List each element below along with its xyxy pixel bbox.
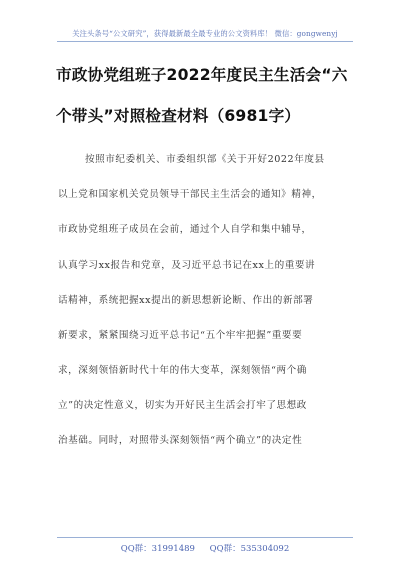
paragraph-line: 新要求，紧紧围绕习近平总书记“五个牢牢把握”重要要 xyxy=(58,330,303,341)
footer-qq-group-2: QQ群：535304092 xyxy=(209,544,290,554)
paragraph-line: 以上党和国家机关党员领导干部民主生活会的通知》精神， xyxy=(58,189,322,200)
paragraph-line: 治基础。同时，对照带头深刻领悟“两个确立”的决定性 xyxy=(58,435,303,446)
paragraph-line: 立”的决定性意义，切实为开好民主生活会打牢了思想政 xyxy=(58,400,307,411)
paragraph-line: 话精神，系统把握xx提出的新思想新论断、作出的新部署 xyxy=(58,295,314,306)
header-banner-text: 关注头条号“公文研究”，获得最新最全最专业的公文资料库！ 微信：gongwenyj xyxy=(72,29,338,38)
paragraph-line: 认真学习xx报告和党章，及习近平总书记在xx上的重要讲 xyxy=(58,260,316,271)
header-banner xyxy=(57,21,353,42)
document-title-line-1: 市政协党组班子2022年度民主生活会“六 xyxy=(56,66,348,84)
footer-qq-group-1: QQ群：31991489 xyxy=(120,544,195,554)
paragraph-line: 按照市纪委机关、市委组织部《关于开好2022年度县 xyxy=(85,154,325,165)
paragraph-line: 求，深刻领悟新时代十年的伟大变革，深刻领悟“两个确 xyxy=(58,365,307,376)
document-title-line-2: 个带头”对照检查材料（6981字） xyxy=(56,107,301,125)
paragraph-line: 市政协党组班子成员在会前，通过个人自学和集中辅导， xyxy=(58,224,312,235)
footer xyxy=(57,537,353,554)
